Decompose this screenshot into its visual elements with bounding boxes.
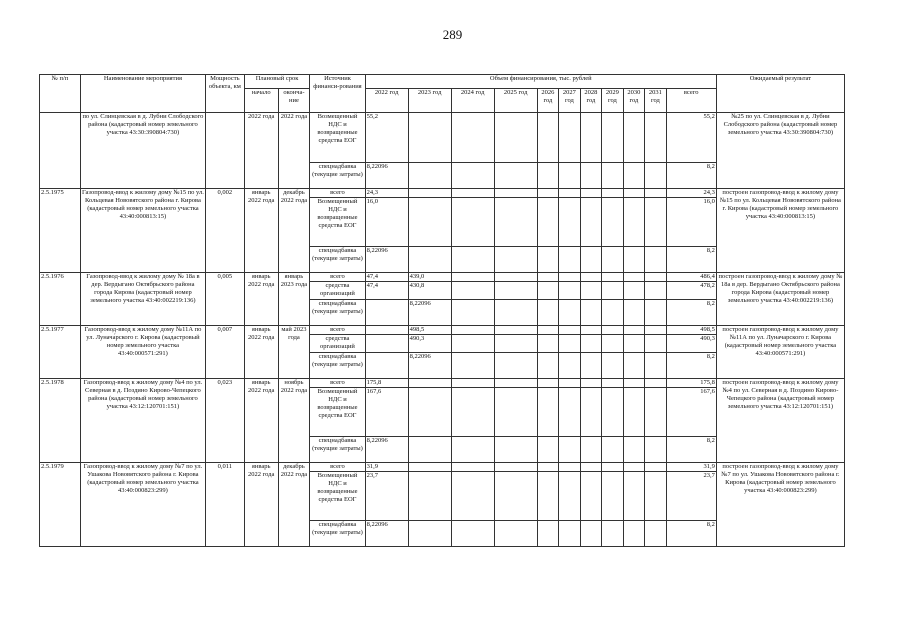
value-year-empty <box>602 326 624 335</box>
value-year-empty <box>537 353 559 379</box>
item-name: по ул. Слинцевская в д. Лубни Слободского района (кадастровый номер земельного участка 43:30:390804:730) <box>80 113 205 189</box>
funding-source: спецнадбавка (текущие затраты) <box>310 521 365 547</box>
value-year-empty <box>623 189 645 198</box>
value-year-empty <box>623 273 645 282</box>
value-total: 8,2 <box>666 353 716 379</box>
value-year-empty <box>537 335 559 353</box>
funding-source: всего <box>310 273 365 282</box>
value-year-empty <box>451 113 494 163</box>
value-2023 <box>408 472 451 521</box>
value-year-empty <box>494 521 537 547</box>
value-year-empty <box>451 326 494 335</box>
value-year-empty <box>623 379 645 388</box>
value-total: 478,2 <box>666 282 716 300</box>
value-total: 486,4 <box>666 273 716 282</box>
value-year-empty <box>580 521 602 547</box>
header-row <box>40 75 845 89</box>
value-year-empty <box>494 353 537 379</box>
item-capacity: 0,002 <box>205 189 244 273</box>
value-year-empty <box>537 437 559 463</box>
value-year-empty <box>451 282 494 300</box>
value-year-empty <box>537 247 559 273</box>
item-result: построен газопровод-ввод к жилому дому №7 по ул. Ушакова Нововятского района г. Кирова (кадастровый номер земельного участка 43:40:000823:299) <box>716 463 844 547</box>
value-total: 31,9 <box>666 463 716 472</box>
value-year-empty <box>623 247 645 273</box>
item-start: январь 2022 года <box>244 379 278 463</box>
table-row <box>40 463 845 472</box>
funding-source: средства организаций <box>310 282 365 300</box>
value-year-empty <box>559 300 581 326</box>
funding-source: Возмещенный НДС и возвращенные средства ЕОГ <box>310 472 365 521</box>
value-year-empty <box>602 113 624 163</box>
value-year-empty <box>537 198 559 247</box>
value-year-empty <box>580 198 602 247</box>
value-2022: 8,22096 <box>365 247 408 273</box>
value-year-empty <box>623 463 645 472</box>
value-year-empty <box>494 326 537 335</box>
value-total: 8,2 <box>666 247 716 273</box>
item-end: декабрь 2022 года <box>278 463 310 547</box>
value-year-empty <box>623 198 645 247</box>
value-year-empty <box>645 163 667 189</box>
value-year-empty <box>451 521 494 547</box>
value-year-empty <box>623 353 645 379</box>
value-total: 8,2 <box>666 521 716 547</box>
value-year-empty <box>451 463 494 472</box>
value-year-empty <box>623 437 645 463</box>
item-name: Газопровод-ввод к жилому дому №4 по ул. Северная в д. Поздино Кирово-Чепецкого района (кадастровый номер земельного участка 43:12:120701:151) <box>80 379 205 463</box>
value-year-empty <box>451 273 494 282</box>
header-year-2024: 2024 год <box>451 89 494 113</box>
item-name: Газопровод-ввод к жилому дому №11А по ул. Лунача́рского г. Кирова (кадастровый номер земельного участка 43:40:000571:291) <box>80 326 205 379</box>
value-year-empty <box>580 189 602 198</box>
value-year-empty <box>451 388 494 437</box>
value-2022: 8,22096 <box>365 437 408 463</box>
value-year-empty <box>537 163 559 189</box>
value-year-empty <box>645 113 667 163</box>
value-year-empty <box>537 189 559 198</box>
value-year-empty <box>559 163 581 189</box>
value-2023 <box>408 163 451 189</box>
value-year-empty <box>602 463 624 472</box>
value-year-empty <box>645 521 667 547</box>
header-source: Источник финанси-рования <box>310 75 365 113</box>
value-year-empty <box>559 282 581 300</box>
item-result: построен газопровод-ввод к жилому дому №4 по ул. Северная в д. Поздино Кирово-Чепецкого района (кадастровый номер земельного участка 43:12:120701:151) <box>716 379 844 463</box>
item-end: январь 2023 года <box>278 273 310 326</box>
item-end: ноябрь 2022 года <box>278 379 310 463</box>
value-year-empty <box>559 521 581 547</box>
value-year-empty <box>623 521 645 547</box>
page-number: 289 <box>442 27 463 42</box>
header-year-2030: 2030 год <box>623 89 645 113</box>
item-start: январь 2022 года <box>244 326 278 379</box>
value-2023 <box>408 379 451 388</box>
value-year-empty <box>602 247 624 273</box>
item-result: построен газопровод-ввод к жилому дому №15 по ул. Кольцевая Нововятского района г. Кирова (кадастровый номер земельного участка 43:40:000813:15) <box>716 189 844 273</box>
value-total: 23,7 <box>666 472 716 521</box>
value-total: 16,0 <box>666 198 716 247</box>
value-2023 <box>408 113 451 163</box>
value-year-empty <box>537 379 559 388</box>
value-2022: 47,4 <box>365 282 408 300</box>
value-year-empty <box>494 198 537 247</box>
value-year-empty <box>494 437 537 463</box>
value-year-empty <box>451 472 494 521</box>
value-year-empty <box>602 437 624 463</box>
value-year-empty <box>580 300 602 326</box>
header-year-2022: 2022 год <box>365 89 408 113</box>
funding-source: спецнадбавка (текущие затраты) <box>310 353 365 379</box>
value-year-empty <box>559 353 581 379</box>
value-year-empty <box>559 379 581 388</box>
item-result: №25 по ул. Слинцевская в д. Лубни Слободского района (кадастровый номер земельного участка 43:30:390804:730) <box>716 113 844 189</box>
value-year-empty <box>580 335 602 353</box>
value-year-empty <box>559 326 581 335</box>
header-period: Плановый срок <box>244 75 310 89</box>
value-year-empty <box>559 198 581 247</box>
item-capacity: 0,005 <box>205 273 244 326</box>
value-2022: 167,6 <box>365 388 408 437</box>
value-year-empty <box>602 189 624 198</box>
value-year-empty <box>623 326 645 335</box>
value-year-empty <box>623 388 645 437</box>
item-result: построен газопровод-ввод к жилому дому № 18а в дер. Вердыгано Октябрьского района города Кирова (кадастровый номер земельного участка 43:40:002219:136) <box>716 273 844 326</box>
table-row <box>40 326 845 335</box>
value-2022 <box>365 300 408 326</box>
value-2022: 31,9 <box>365 463 408 472</box>
value-year-empty <box>645 247 667 273</box>
item-start: январь 2022 года <box>244 189 278 273</box>
header-year-2023: 2023 год <box>408 89 451 113</box>
value-total: 175,8 <box>666 379 716 388</box>
value-2022 <box>365 326 408 335</box>
value-year-empty <box>537 273 559 282</box>
funding-source: всего <box>310 326 365 335</box>
value-year-empty <box>645 379 667 388</box>
value-2023 <box>408 437 451 463</box>
funding-source: спецнадбавка (текущие затраты) <box>310 163 365 189</box>
value-total: 8,2 <box>666 437 716 463</box>
item-start: январь 2022 года <box>244 463 278 547</box>
value-year-empty <box>494 282 537 300</box>
value-year-empty <box>494 472 537 521</box>
value-year-empty <box>494 335 537 353</box>
value-year-empty <box>494 463 537 472</box>
value-year-empty <box>559 472 581 521</box>
value-year-empty <box>602 521 624 547</box>
value-2023 <box>408 247 451 273</box>
value-year-empty <box>494 247 537 273</box>
value-year-empty <box>537 472 559 521</box>
value-year-empty <box>645 472 667 521</box>
value-year-empty <box>494 163 537 189</box>
funding-source: Возмещенный НДС и возвращенные средства ЕОГ <box>310 198 365 247</box>
value-year-empty <box>645 189 667 198</box>
value-year-empty <box>580 163 602 189</box>
value-year-empty <box>580 472 602 521</box>
item-name: Газопровод-ввод к жилому дому № 18а в дер. Вердыгано Октябрьского района города Кирова (кадастровый номер земельного участка 43:40:002219:136) <box>80 273 205 326</box>
header-year-2025: 2025 год <box>494 89 537 113</box>
value-year-empty <box>494 273 537 282</box>
funding-source: спецнадбавка (текущие затраты) <box>310 437 365 463</box>
value-year-empty <box>451 335 494 353</box>
funding-source: Возмещенный НДС и возвращенные средства ЕОГ <box>310 388 365 437</box>
value-2023: 498,5 <box>408 326 451 335</box>
table-row <box>40 189 845 198</box>
item-start: 2022 года <box>244 113 278 189</box>
value-year-empty <box>645 437 667 463</box>
header-result: Ожидаемый результат <box>716 75 844 113</box>
value-2022: 55,2 <box>365 113 408 163</box>
value-year-empty <box>602 282 624 300</box>
header-end: оконча-ние <box>278 89 310 113</box>
value-year-empty <box>580 273 602 282</box>
value-year-empty <box>645 353 667 379</box>
funding-source: всего <box>310 379 365 388</box>
header-volume: Объем финансирования, тыс. рублей <box>365 75 716 89</box>
header-year-2026: 2026 год <box>537 89 559 113</box>
item-number: 2.5.1977 <box>40 326 81 379</box>
value-2022: 24,3 <box>365 189 408 198</box>
value-year-empty <box>645 388 667 437</box>
value-total: 24,3 <box>666 189 716 198</box>
value-year-empty <box>623 300 645 326</box>
value-2022 <box>365 353 408 379</box>
value-2022: 23,7 <box>365 472 408 521</box>
value-year-empty <box>537 326 559 335</box>
value-total: 8,2 <box>666 163 716 189</box>
value-2023: 490,3 <box>408 335 451 353</box>
value-year-empty <box>559 189 581 198</box>
value-year-empty <box>602 388 624 437</box>
item-capacity: 0,011 <box>205 463 244 547</box>
value-year-empty <box>580 388 602 437</box>
item-name: Газопровод-ввод к жилому дому №7 по ул. Ушакова Нововятского района г. Кирова (кадастровый номер земельного участка 43:40:000823:299) <box>80 463 205 547</box>
value-year-empty <box>451 163 494 189</box>
item-capacity: 0,023 <box>205 379 244 463</box>
value-year-empty <box>602 163 624 189</box>
value-year-empty <box>623 163 645 189</box>
header-year-2027: 2027 год <box>559 89 581 113</box>
item-number: 2.5.1978 <box>40 379 81 463</box>
value-year-empty <box>623 335 645 353</box>
funding-source: Возмещенный НДС и возвращенные средства ЕОГ <box>310 113 365 163</box>
value-year-empty <box>580 463 602 472</box>
value-year-empty <box>451 437 494 463</box>
table-row <box>40 113 845 163</box>
item-number: 2.5.1979 <box>40 463 81 547</box>
value-total: 498,5 <box>666 326 716 335</box>
value-year-empty <box>559 437 581 463</box>
header-year-2029: 2029 год <box>602 89 624 113</box>
value-total: 8,2 <box>666 300 716 326</box>
item-name: Газопровод-ввод к жилому дому №15 по ул. Кольцевая Нововятского района г. Кирова (кадастровый номер земельного участка 43:40:000813:15) <box>80 189 205 273</box>
header-capacity: Мощность объекта, км <box>205 75 244 113</box>
item-capacity <box>205 113 244 189</box>
value-year-empty <box>580 247 602 273</box>
funding-source: всего <box>310 189 365 198</box>
value-year-empty <box>580 379 602 388</box>
value-year-empty <box>537 388 559 437</box>
funding-source: спецнадбавка (текущие затраты) <box>310 247 365 273</box>
value-year-empty <box>537 463 559 472</box>
value-year-empty <box>645 282 667 300</box>
value-2023: 439,0 <box>408 273 451 282</box>
value-year-empty <box>602 198 624 247</box>
value-year-empty <box>451 379 494 388</box>
value-year-empty <box>537 113 559 163</box>
value-2023 <box>408 189 451 198</box>
value-year-empty <box>645 273 667 282</box>
value-year-empty <box>623 113 645 163</box>
value-year-empty <box>580 353 602 379</box>
value-year-empty <box>645 335 667 353</box>
value-year-empty <box>451 247 494 273</box>
table-row <box>40 379 845 388</box>
value-year-empty <box>602 379 624 388</box>
value-year-empty <box>494 300 537 326</box>
value-2023 <box>408 198 451 247</box>
value-2022: 8,22096 <box>365 521 408 547</box>
value-year-empty <box>645 198 667 247</box>
value-year-empty <box>494 379 537 388</box>
value-year-empty <box>623 282 645 300</box>
value-year-empty <box>602 335 624 353</box>
value-year-empty <box>602 300 624 326</box>
value-year-empty <box>537 300 559 326</box>
value-2022: 175,8 <box>365 379 408 388</box>
header-total: всего <box>666 89 716 113</box>
item-capacity: 0,007 <box>205 326 244 379</box>
value-year-empty <box>559 273 581 282</box>
value-year-empty <box>602 353 624 379</box>
value-year-empty <box>451 300 494 326</box>
value-year-empty <box>451 189 494 198</box>
value-2022: 47,4 <box>365 273 408 282</box>
value-2023: 8,22096 <box>408 300 451 326</box>
funding-source: средства организаций <box>310 335 365 353</box>
value-year-empty <box>645 326 667 335</box>
header-year-2031: 2031 год <box>645 89 667 113</box>
value-year-empty <box>623 472 645 521</box>
item-end: декабрь 2022 года <box>278 189 310 273</box>
value-2022: 16,0 <box>365 198 408 247</box>
value-year-empty <box>580 113 602 163</box>
funding-source: спецнадбавка (текущие затраты) <box>310 300 365 326</box>
value-year-empty <box>494 388 537 437</box>
value-2023: 430,8 <box>408 282 451 300</box>
value-year-empty <box>451 353 494 379</box>
value-year-empty <box>559 463 581 472</box>
header-num: № п/п <box>40 75 81 113</box>
header-start: начало <box>244 89 278 113</box>
value-year-empty <box>451 198 494 247</box>
value-year-empty <box>645 300 667 326</box>
value-year-empty <box>537 282 559 300</box>
financing-table <box>39 74 845 547</box>
value-total: 490,3 <box>666 335 716 353</box>
value-year-empty <box>559 335 581 353</box>
table-row <box>40 273 845 282</box>
item-number: 2.5.1975 <box>40 189 81 273</box>
value-year-empty <box>559 388 581 437</box>
item-number: 2.5.1976 <box>40 273 81 326</box>
funding-source: всего <box>310 463 365 472</box>
value-2022 <box>365 335 408 353</box>
value-year-empty <box>580 282 602 300</box>
value-total: 167,6 <box>666 388 716 437</box>
value-year-empty <box>494 113 537 163</box>
value-year-empty <box>580 437 602 463</box>
item-number <box>40 113 81 189</box>
value-year-empty <box>580 326 602 335</box>
value-year-empty <box>494 189 537 198</box>
value-year-empty <box>602 273 624 282</box>
value-2023 <box>408 521 451 547</box>
header-name: Наименование мероприятия <box>80 75 205 113</box>
item-end: 2022 года <box>278 113 310 189</box>
value-year-empty <box>602 472 624 521</box>
value-2023: 8,22096 <box>408 353 451 379</box>
item-end: май 2023 года <box>278 326 310 379</box>
value-year-empty <box>537 521 559 547</box>
value-year-empty <box>559 247 581 273</box>
header-year-2028: 2028 год <box>580 89 602 113</box>
value-2023 <box>408 388 451 437</box>
value-2023 <box>408 463 451 472</box>
item-result: построен газопровод-ввод к жилому дому №11А по ул. Луначарского г. Кирова (кадастровый номер земельного участка 43:40:000571:291) <box>716 326 844 379</box>
item-start: январь 2022 года <box>244 273 278 326</box>
value-total: 55,2 <box>666 113 716 163</box>
value-year-empty <box>645 463 667 472</box>
value-year-empty <box>559 113 581 163</box>
value-2022: 8,22096 <box>365 163 408 189</box>
